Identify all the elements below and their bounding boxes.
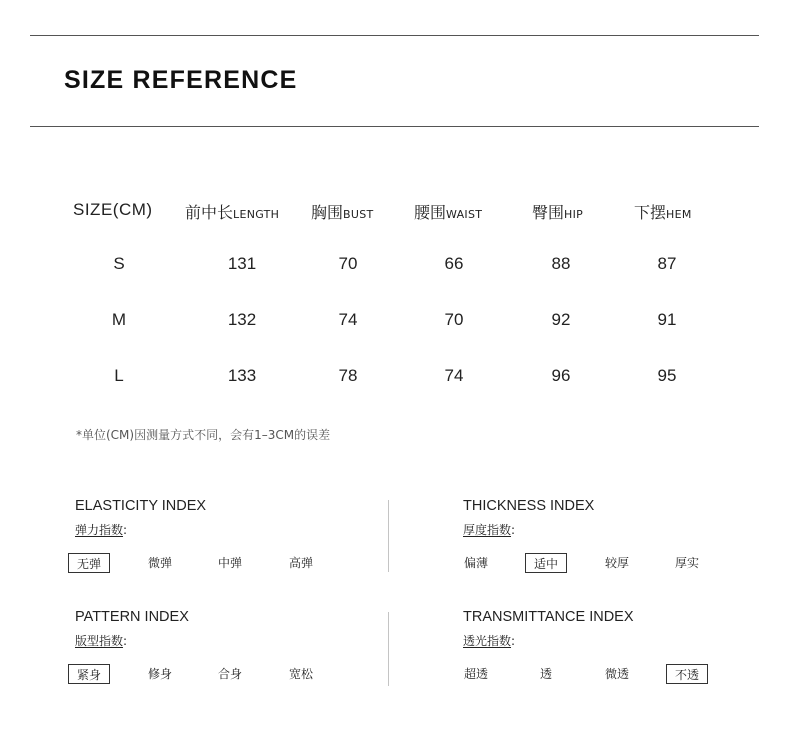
hip-header-cn: 臀围 <box>532 203 565 222</box>
bust-header-en: BUST <box>343 208 374 221</box>
top-rule <box>30 35 759 36</box>
title-rule <box>30 126 759 127</box>
thickness-option: 适中 <box>525 553 567 573</box>
hip-cell: 88 <box>551 254 571 273</box>
elasticity-subtitle-text: 弹力指数 <box>75 523 124 537</box>
thickness-index-subtitle <box>463 521 515 538</box>
index-divider <box>388 500 389 572</box>
bust-header-cn: 胸围 <box>311 203 344 222</box>
elasticity-option: 无弹 <box>68 553 110 573</box>
hem-column-header <box>634 200 692 223</box>
subtitle-colon: : <box>511 634 516 648</box>
waist-header-cn: 腰围 <box>414 203 447 222</box>
transmittance-subtitle-text: 透光指数 <box>463 634 512 648</box>
hem-header-en: HEM <box>666 208 692 221</box>
measurement-note: *单位(CM)因测量方式不同，会有1–3CM的误差 <box>76 428 331 442</box>
bust-cell: 70 <box>338 254 358 273</box>
transmittance-option: 微透 <box>604 667 629 681</box>
elasticity-index-title: ELASTICITY INDEX <box>75 498 207 514</box>
hip-cell: 92 <box>551 310 571 329</box>
waist-cell: 66 <box>444 254 464 273</box>
elasticity-option: 中弹 <box>217 556 242 570</box>
waist-cell: 70 <box>444 310 464 329</box>
subtitle-colon: : <box>123 634 128 648</box>
transmittance-index-subtitle <box>463 632 515 649</box>
elasticity-option: 微弹 <box>147 556 172 570</box>
subtitle-colon: : <box>123 523 128 537</box>
subtitle-colon: : <box>511 523 516 537</box>
pattern-option: 紧身 <box>68 664 110 684</box>
hem-cell: 91 <box>657 310 677 329</box>
waist-column-header <box>414 200 482 223</box>
thickness-option: 偏薄 <box>463 556 488 570</box>
size-cell: M <box>111 310 127 329</box>
pattern-index-subtitle <box>75 632 127 649</box>
hem-cell: 87 <box>657 254 677 273</box>
pattern-index-title: PATTERN INDEX <box>75 609 189 625</box>
index-divider <box>388 612 389 686</box>
bust-column-header <box>311 200 374 223</box>
size-cell: L <box>114 366 124 385</box>
thickness-index-title: THICKNESS INDEX <box>463 498 595 514</box>
hip-header-en: HIP <box>564 208 584 221</box>
length-column-header <box>185 200 279 223</box>
page-title: SIZE REFERENCE <box>64 66 298 94</box>
pattern-option: 宽松 <box>288 667 313 681</box>
waist-cell: 74 <box>444 366 464 385</box>
transmittance-option: 不透 <box>666 664 708 684</box>
hem-cell: 95 <box>657 366 677 385</box>
transmittance-index-title: TRANSMITTANCE INDEX <box>463 609 634 625</box>
elasticity-index-subtitle <box>75 521 127 538</box>
length-header-cn: 前中长 <box>185 203 234 222</box>
transmittance-option: 超透 <box>463 667 488 681</box>
thickness-option: 厚实 <box>674 556 699 570</box>
elasticity-option: 高弹 <box>288 556 313 570</box>
size-cell: S <box>113 254 125 273</box>
thickness-subtitle-text: 厚度指数 <box>463 523 512 537</box>
pattern-subtitle-text: 版型指数 <box>75 634 124 648</box>
pattern-option: 合身 <box>217 667 242 681</box>
hip-column-header <box>532 200 583 223</box>
bust-cell: 74 <box>338 310 358 329</box>
hem-header-cn: 下摆 <box>634 203 667 222</box>
thickness-option: 较厚 <box>604 556 629 570</box>
length-cell: 131 <box>227 254 257 273</box>
hip-cell: 96 <box>551 366 571 385</box>
bust-cell: 78 <box>338 366 358 385</box>
length-cell: 132 <box>227 310 257 329</box>
transmittance-option: 透 <box>539 667 552 681</box>
pattern-option: 修身 <box>147 667 172 681</box>
length-cell: 133 <box>227 366 257 385</box>
length-header-en: LENGTH <box>233 208 280 221</box>
waist-header-en: WAIST <box>446 208 483 221</box>
size-column-header: SIZE(CM) <box>73 200 153 219</box>
